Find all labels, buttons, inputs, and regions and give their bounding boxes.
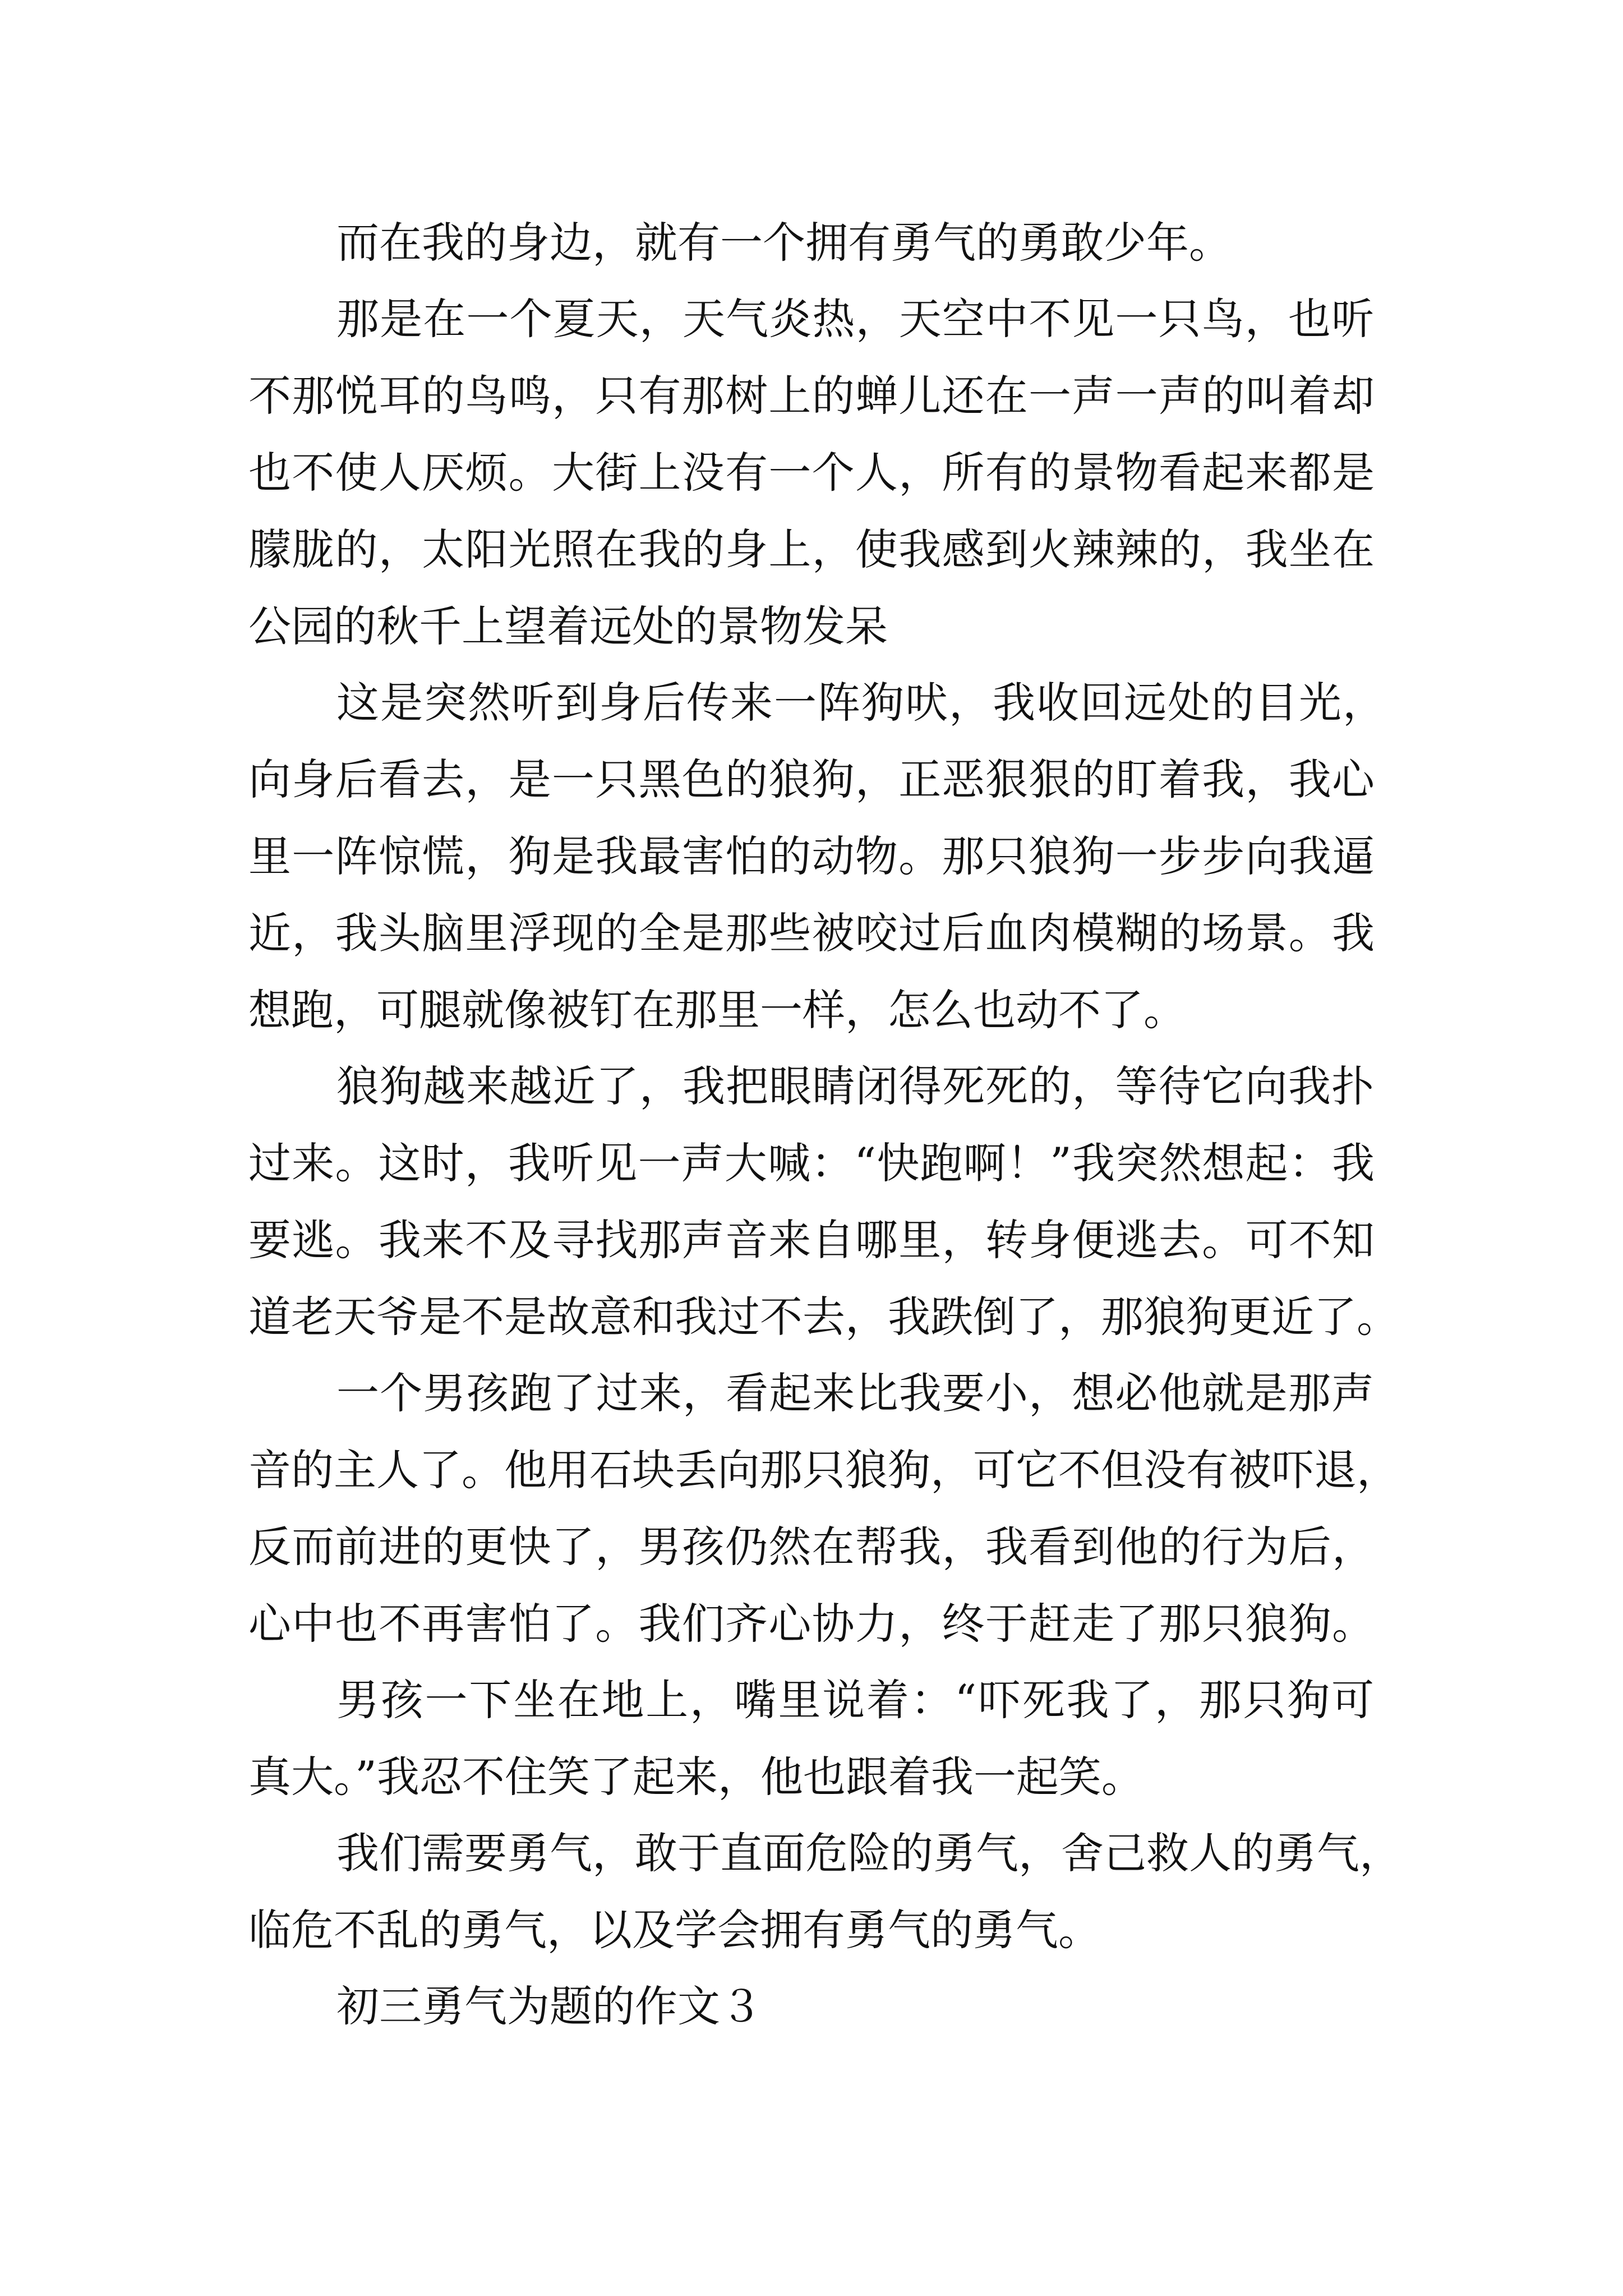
text-line [0, 355, 1623, 436]
text-line [0, 1966, 1623, 2047]
paragraph-last-line: 公园的秋千上望着远处的景物发呆 [248, 601, 888, 651]
text-line [0, 586, 1623, 667]
text-line [0, 1583, 1623, 1664]
paragraph-line: 里一阵惊慌，狗是我最害怕的动物。那只狼狗一步步向我逼 [248, 831, 1375, 881]
paragraph-last-line: 想跑，可腿就像被钉在那里一样，怎么也动不了。 [248, 985, 1186, 1035]
text-line [0, 1889, 1623, 1971]
text-line [0, 432, 1623, 513]
text-line [0, 662, 1623, 743]
text-line [0, 1199, 1623, 1281]
paragraph-line: 也不使人厌烦。大街上没有一个人，所有的景物看起来都是 [248, 448, 1375, 498]
paragraph-last-line: 真大。”我忍不住笑了起来，他也跟着我一起笑。 [248, 1752, 1144, 1802]
text-line [0, 202, 1623, 283]
text-line [0, 1659, 1623, 1741]
paragraph-line: 道老天爷是不是故意和我过不去，我跌倒了，那狼狗更近了。 [248, 1292, 1399, 1342]
paragraph-line: 近，我头脑里浮现的全是那些被咬过后血肉模糊的场景。我 [248, 908, 1375, 958]
text-line [0, 739, 1623, 820]
text-line [0, 509, 1623, 590]
text-line [0, 1352, 1623, 1434]
paragraph-line: 朦胧的，太阳光照在我的身上，使我感到火辣辣的，我坐在 [248, 524, 1375, 574]
paragraph-line: 反而前进的更快了，男孩仍然在帮我，我看到他的行为后， [248, 1522, 1375, 1572]
paragraph-first-line: 我们需要勇气，敢于直面危险的勇气，舍己救人的勇气， [336, 1828, 1402, 1878]
paragraph-line: 向身后看去，是一只黑色的狼狗，正恶狠狠的盯着我，我心 [248, 754, 1375, 804]
paragraph-first-line: 男孩一下坐在地上，嘴里说着：“吓死我了，那只狗可 [336, 1675, 1374, 1725]
paragraph-last-line: 临危不乱的勇气，以及学会拥有勇气的勇气。 [248, 1905, 1101, 1955]
paragraph-first-line: 这是突然听到身后传来一阵狗吠，我收回远处的目光， [336, 678, 1385, 728]
paragraph-first-line: 一个男孩跑了过来，看起来比我要小，想必他就是那声 [336, 1368, 1374, 1418]
text-line [0, 892, 1623, 974]
text-line [0, 1736, 1623, 1818]
text-line [0, 1429, 1623, 1511]
paragraph-line: 不那悦耳的鸟鸣，只有那树上的蝉儿还在一声一声的叫着却 [248, 371, 1375, 421]
text-line [0, 816, 1623, 897]
text-line [0, 1506, 1623, 1588]
paragraph-line: 要逃。我来不及寻找那声音来自哪里，转身便逃去。可不知 [248, 1215, 1375, 1265]
text-line [0, 969, 1623, 1051]
text-line [0, 1812, 1623, 1894]
paragraph-first-line: 那是在一个夏天，天气炎热，天空中不见一只鸟，也听 [336, 294, 1374, 344]
section-heading: 初三勇气为题的作文３ [336, 1981, 763, 2031]
text-line [0, 1046, 1623, 1127]
text-line [0, 1122, 1623, 1204]
paragraph-line: 音的主人了。他用石块丢向那只狼狗，可它不但没有被吓退， [248, 1445, 1399, 1495]
paragraph-line: 心中也不再害怕了。我们齐心协力，终于赶走了那只狼狗。 [248, 1599, 1375, 1649]
text-line [0, 278, 1623, 360]
text-line [0, 1276, 1623, 1358]
paragraph-line: 过来。这时，我听见一声大喊：“快跑啊！”我突然想起：我 [248, 1138, 1375, 1188]
paragraph-first-line: 而在我的身边，就有一个拥有勇气的勇敢少年。 [336, 218, 1232, 268]
paragraph-first-line: 狼狗越来越近了，我把眼睛闭得死死的，等待它向我扑 [336, 1061, 1374, 1111]
